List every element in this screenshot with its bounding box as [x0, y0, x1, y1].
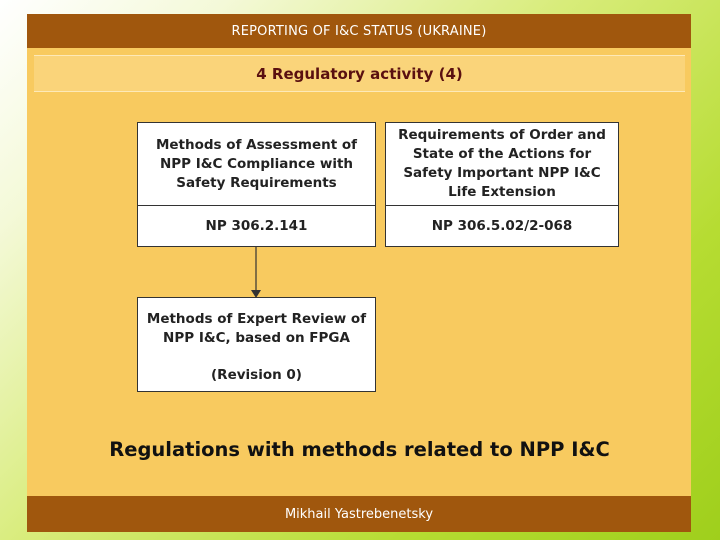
- regulation-right-code: NP 306.5.02/2-068: [431, 217, 573, 234]
- diagram-caption: Regulations with methods related to NPP I&C: [109, 438, 610, 461]
- section-subtitle: 4 Regulatory activity (4): [256, 64, 463, 83]
- regulation-left-description: Methods of Assessment of NPP I&C Compliance with Safety Requirements: [138, 123, 375, 206]
- author-name: Mikhail Yastrebenetsky: [284, 506, 434, 522]
- regulation-box-bottom: [137, 297, 376, 392]
- page-title: REPORTING OF I&C STATUS (UKRAINE): [231, 23, 487, 39]
- footer-bar: [27, 496, 691, 532]
- regulation-bottom-description: Methods of Expert Review of NPP I&C, based on FPGA: [146, 311, 367, 346]
- regulation-left-code: NP 306.2.141: [205, 217, 308, 234]
- regulation-right-description: Requirements of Order and State of the Actions for Safety Important NPP I&C Life Extension: [386, 123, 618, 206]
- regulation-bottom-revision: (Revision 0): [211, 366, 302, 383]
